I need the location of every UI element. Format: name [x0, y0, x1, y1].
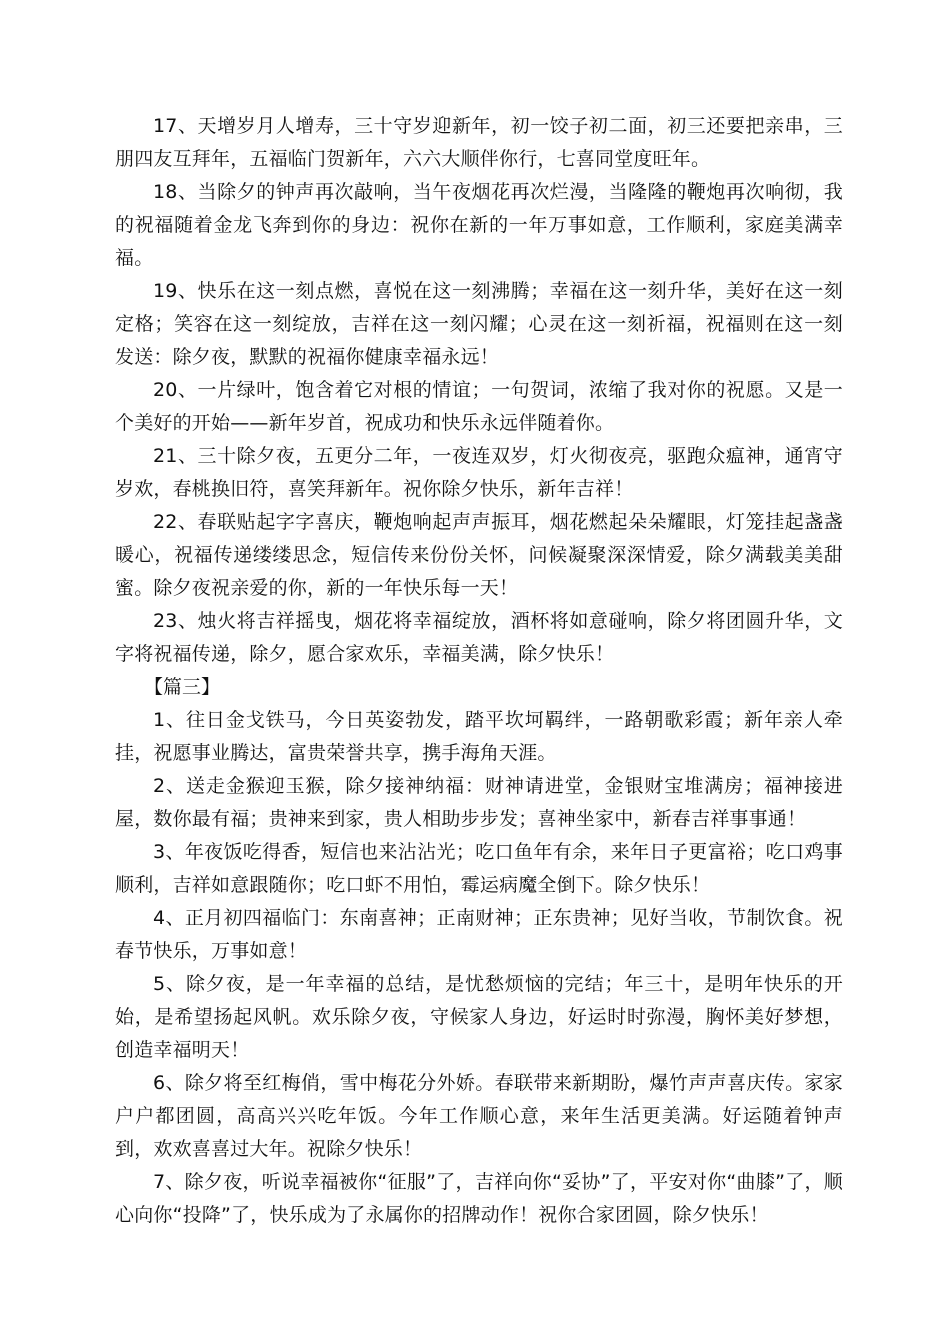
document-page: [115, 110, 843, 1232]
paragraph-21: 21、三十除夕夜，五更分二年，一夜连双岁，灯火彻夜亮，驱跑众瘟神，通宵守岁欢，春桃换旧符，喜笑拜新年。祝你除夕快乐，新年吉祥！: [115, 445, 843, 500]
paragraph-s3-1: 1、往日金戈铁马，今日英姿勃发，踏平坎坷羁绊，一路朝歌彩霞；新年亲人牵挂，祝愿事业腾达，富贵荣誉共享，携手海角天涯。: [115, 709, 843, 764]
paragraph-s3-3: 3、年夜饭吃得香，短信也来沾沾光；吃口鱼年有余，来年日子更富裕；吃口鸡事顺利，吉祥如意跟随你；吃口虾不用怕，霉运病魔全倒下。除夕快乐！: [115, 841, 843, 896]
paragraph-s3-2: 2、送走金猴迎玉猴，除夕接神纳福：财神请进堂，金银财宝堆满房；福神接进屋，数你最有福；贵神来到家，贵人相助步步发；喜神坐家中，新春吉祥事事通！: [115, 775, 843, 830]
paragraph-17: 17、天增岁月人增寿，三十守岁迎新年，初一饺子初二面，初三还要把亲串，三朋四友互拜年，五福临门贺新年，六六大顺伴你行，七喜同堂度旺年。: [115, 115, 843, 170]
paragraph-20: 20、一片绿叶，饱含着它对根的情谊；一句贺词，浓缩了我对你的祝愿。又是一个美好的开始——新年岁首，祝成功和快乐永远伴随着你。: [115, 379, 843, 434]
paragraph-23: 23、烛火将吉祥摇曳，烟花将幸福绽放，酒杯将如意碰响，除夕将团圆升华，文字将祝福传递，除夕，愿合家欢乐，幸福美满，除夕快乐！: [115, 610, 843, 665]
paragraph-s3-7: 7、除夕夜，听说幸福被你“征服”了，吉祥向你“妥协”了，平安对你“曲膝”了，顺心向你“投降”了，快乐成为了永属你的招牌动作！祝你合家团圆，除夕快乐！: [115, 1171, 843, 1226]
paragraph-22: 22、春联贴起字字喜庆，鞭炮响起声声振耳，烟花燃起朵朵耀眼，灯笼挂起盏盏暖心，祝福传递缕缕思念，短信传来份份关怀，问候凝聚深深情爱，除夕满载美美甜蜜。除夕夜祝亲爱的你，新的一年快乐每一天！: [115, 511, 843, 599]
paragraph-s3-4: 4、正月初四福临门：东南喜神；正南财神；正东贵神；见好当收，节制饮食。祝春节快乐，万事如意！: [115, 907, 843, 962]
paragraph-s3-5: 5、除夕夜，是一年幸福的总结，是忧愁烦恼的完结；年三十，是明年快乐的开始，是希望扬起风帆。欢乐除夕夜，守候家人身边，好运时时弥漫，胸怀美好梦想，创造幸福明天！: [115, 973, 843, 1061]
paragraph-s3-6: 6、除夕将至红梅俏，雪中梅花分外娇。春联带来新期盼，爆竹声声喜庆传。家家户户都团圆，高高兴兴吃年饭。今年工作顺心意，来年生活更美满。好运随着钟声到，欢欢喜喜过大年。祝除夕快乐！: [115, 1072, 843, 1160]
paragraph-19: 19、快乐在这一刻点燃，喜悦在这一刻沸腾；幸福在这一刻升华，美好在这一刻定格；笑容在这一刻绽放，吉祥在这一刻闪耀；心灵在这一刻祈福，祝福则在这一刻发送：除夕夜，默默的祝福你健康幸福永远！: [115, 280, 843, 368]
section-heading: 【篇三】: [144, 676, 221, 698]
paragraph-18: 18、当除夕的钟声再次敲响，当午夜烟花再次烂漫，当隆隆的鞭炮再次响彻，我的祝福随着金龙飞奔到你的身边：祝你在新的一年万事如意，工作顺利，家庭美满幸福。: [115, 181, 843, 269]
